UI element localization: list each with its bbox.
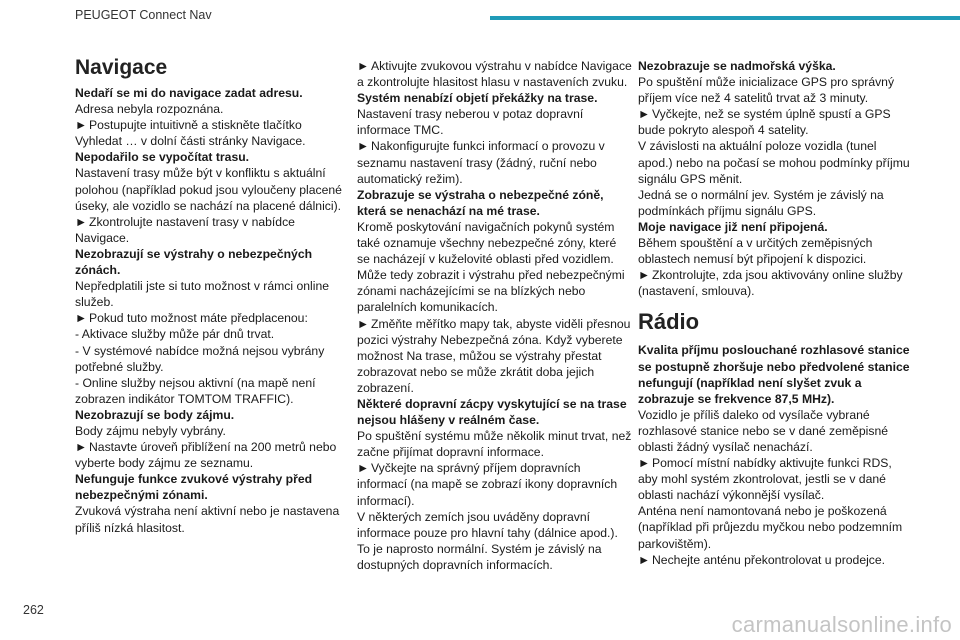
step-arrow-icon: ► <box>638 268 651 283</box>
body-text: - Aktivace služby může pár dnů trvat. <box>75 327 275 342</box>
step-arrow-icon: ► <box>357 139 370 154</box>
watermark: carmanualsonline.info <box>731 612 952 637</box>
body-text: - V systémové nabídce možná nejsou vybrány potřebné služby. <box>75 343 325 374</box>
action-step-text: Nakonfigurujte funkci informací o provozu v seznamu nastavení trasy (žádný, ruční nebo automatický režim). <box>357 139 605 186</box>
body-text: Nepředplatili jste si tuto možnost v rámci online služeb. <box>75 279 330 310</box>
problem-heading: Kvalita příjmu poslouchané rozhlasové stanice se postupně zhoršuje nebo předvolené stanice nefungují (například není slyšet zvuk a zobrazuje se frekvence 87,5 MHz). <box>638 343 910 406</box>
action-step-text: Aktivujte zvukovou výstrahu v nabídce Navigace a zkontrolujte hlasitost hlasu v nastaveních zvuku. <box>357 59 632 90</box>
step-arrow-icon: ► <box>638 107 651 122</box>
body-text: Zvuková výstraha není aktivní nebo je nastavena příliš nízká hlasitost. <box>75 504 340 535</box>
problem-heading: Systém nenabízí objetí překážky na trase. <box>357 91 598 106</box>
problem-heading: Nefunguje funkce zvukové výstrahy před nebezpečnými zónami. <box>75 472 313 503</box>
action-step-text: Pomocí místní nabídky aktivujte funkci RDS, aby mohl systém zkontrolovat, jestli se v dané oblasti nachází výkonnější vysílač. <box>638 456 892 503</box>
problem-heading: Moje navigace již není připojená. <box>638 219 828 234</box>
step-arrow-icon: ► <box>357 59 370 73</box>
action-step <box>357 138 632 186</box>
action-step-text: Vyčkejte, než se systém úplně spustí a GPS bude pokryto alespoň 4 satelity. <box>638 107 891 138</box>
column-1 <box>75 56 350 536</box>
action-step <box>638 267 913 299</box>
body-text: V závislosti na aktuální poloze vozidla (tunel apod.) nebo na počasí se mohou podmínky příjmu signálu GPS měnit. <box>638 139 910 186</box>
action-step <box>357 58 632 90</box>
column-3 <box>638 58 913 568</box>
step-arrow-icon: ► <box>75 118 88 133</box>
body-text: - Online služby nejsou aktivní (na mapě není zobrazen indikátor TOMTOM TRAFFIC). <box>75 375 316 406</box>
action-step-text: Pokud tuto možnost máte předplacenou: <box>89 311 308 326</box>
action-step-text: Postupujte intuitivně a stiskněte tlačítko Vyhledat … v dolní části stránky Navigace. <box>75 118 306 149</box>
step-arrow-icon: ► <box>75 311 88 326</box>
step-arrow-icon: ► <box>357 461 370 476</box>
action-step <box>357 316 632 396</box>
action-step-text: Zkontrolujte, zda jsou aktivovány online služby (nastavení, smlouva). <box>638 268 903 299</box>
action-step-text: Nechejte anténu překontrolovat u prodejce. <box>652 552 886 567</box>
body-text: Nastavení trasy může být v konfliktu s aktuální polohou (například pokud jsou vyloučeny placené úseky, ale vozidlo se nachází na placené dálnici). <box>75 166 342 213</box>
problem-heading: Zobrazuje se výstraha o nebezpečné zóně, která se nenachází na mé trase. <box>357 187 604 218</box>
action-step <box>638 455 913 503</box>
running-title: PEUGEOT Connect Nav <box>75 8 212 22</box>
action-step-text: Zkontrolujte nastavení trasy v nabídce Navigace. <box>75 214 295 245</box>
page-number: 262 <box>23 603 44 617</box>
step-arrow-icon: ► <box>638 552 651 567</box>
body-text: Adresa nebyla rozpoznána. <box>75 102 224 117</box>
body-text: Anténa není namontovaná nebo je poškozená (například při průjezdu myčkou nebo podzemním parkovištěm). <box>638 504 903 551</box>
body-text: Během spouštění a v určitých zeměpisných oblastech nemusí být připojení k dispozici. <box>638 236 873 267</box>
body-text: Po spuštění může inicializace GPS pro správný příjem více než 4 satelitů trvat až 3 minuty. <box>638 75 895 106</box>
section-heading: Navigace <box>75 56 168 79</box>
header-accent-bar <box>490 16 960 20</box>
action-step <box>75 214 350 246</box>
action-step <box>75 439 350 471</box>
body-text: Body zájmu nebyly vybrány. <box>75 423 226 438</box>
problem-heading: Nedaří se mi do navigace zadat adresu. <box>75 86 303 100</box>
step-arrow-icon: ► <box>75 440 88 455</box>
problem-heading: Některé dopravní zácpy vyskytující se na trase nejsou hlášeny v reálném čase. <box>357 396 627 428</box>
step-arrow-icon: ► <box>75 214 88 229</box>
body-text: Jedná se o normální jev. Systém je závislý na podmínkách příjmu signálu GPS. <box>638 187 884 218</box>
problem-heading: Nezobrazují se body zájmu. <box>75 407 235 422</box>
body-text: V některých zemích jsou uváděny dopravní informace pouze pro hlavní tahy (dálnice apod.). To je naprosto normální. Systém je závislý na dostupných dopravních informacích. <box>357 509 618 572</box>
problem-heading: Nezobrazují se výstrahy o nebezpečných zónách. <box>75 246 313 278</box>
action-step <box>357 460 632 508</box>
action-step-text: Nastavte úroveň přiblížení na 200 metrů nebo vyberte body zájmu ze seznamu. <box>75 440 337 471</box>
step-arrow-icon: ► <box>638 456 651 471</box>
step-arrow-icon: ► <box>357 316 370 331</box>
body-text: Kromě poskytování navigačních pokynů systém také oznamuje všechny nebezpečné zóny, které se nacházejí v kuželovité oblasti před vozidlem. Může tedy zobrazit i výstrahu před nebezpečnými zónami nacházejícími se na blízkých nebo paralelních komunikacích. <box>357 219 625 315</box>
problem-heading: Nezobrazuje se nadmořská výška. <box>638 59 836 73</box>
problem-heading: Nepodařilo se vypočítat trasu. <box>75 150 250 165</box>
body-text: Po spuštění systému může několik minut trvat, než začne přijímat dopravní informace. <box>357 429 632 460</box>
action-step <box>638 552 913 568</box>
action-step <box>75 117 350 149</box>
action-step-text: Změňte měřítko mapy tak, abyste viděli přesnou pozici výstrahy Nebezpečná zóna. Když vyberete možnost Na trase, můžou se výstrahy přestat zobrazovat nebo se může zkrátit doba jejich zobrazení. <box>357 316 631 395</box>
action-step <box>638 106 913 138</box>
section-heading: Rádio <box>638 309 700 335</box>
action-step-text: Vyčkejte na správný příjem dopravních informací (na mapě se zobrazí ikony dopravních informací). <box>357 461 618 508</box>
action-step <box>75 310 350 326</box>
body-text: Vozidlo je příliš daleko od vysílače vybrané rozhlasové stanice nebo se v dané zeměpisné oblasti žádný vysílač nenachází. <box>638 407 888 454</box>
body-text: Nastavení trasy neberou v potaz dopravní informace TMC. <box>357 107 584 138</box>
column-2 <box>357 58 632 573</box>
